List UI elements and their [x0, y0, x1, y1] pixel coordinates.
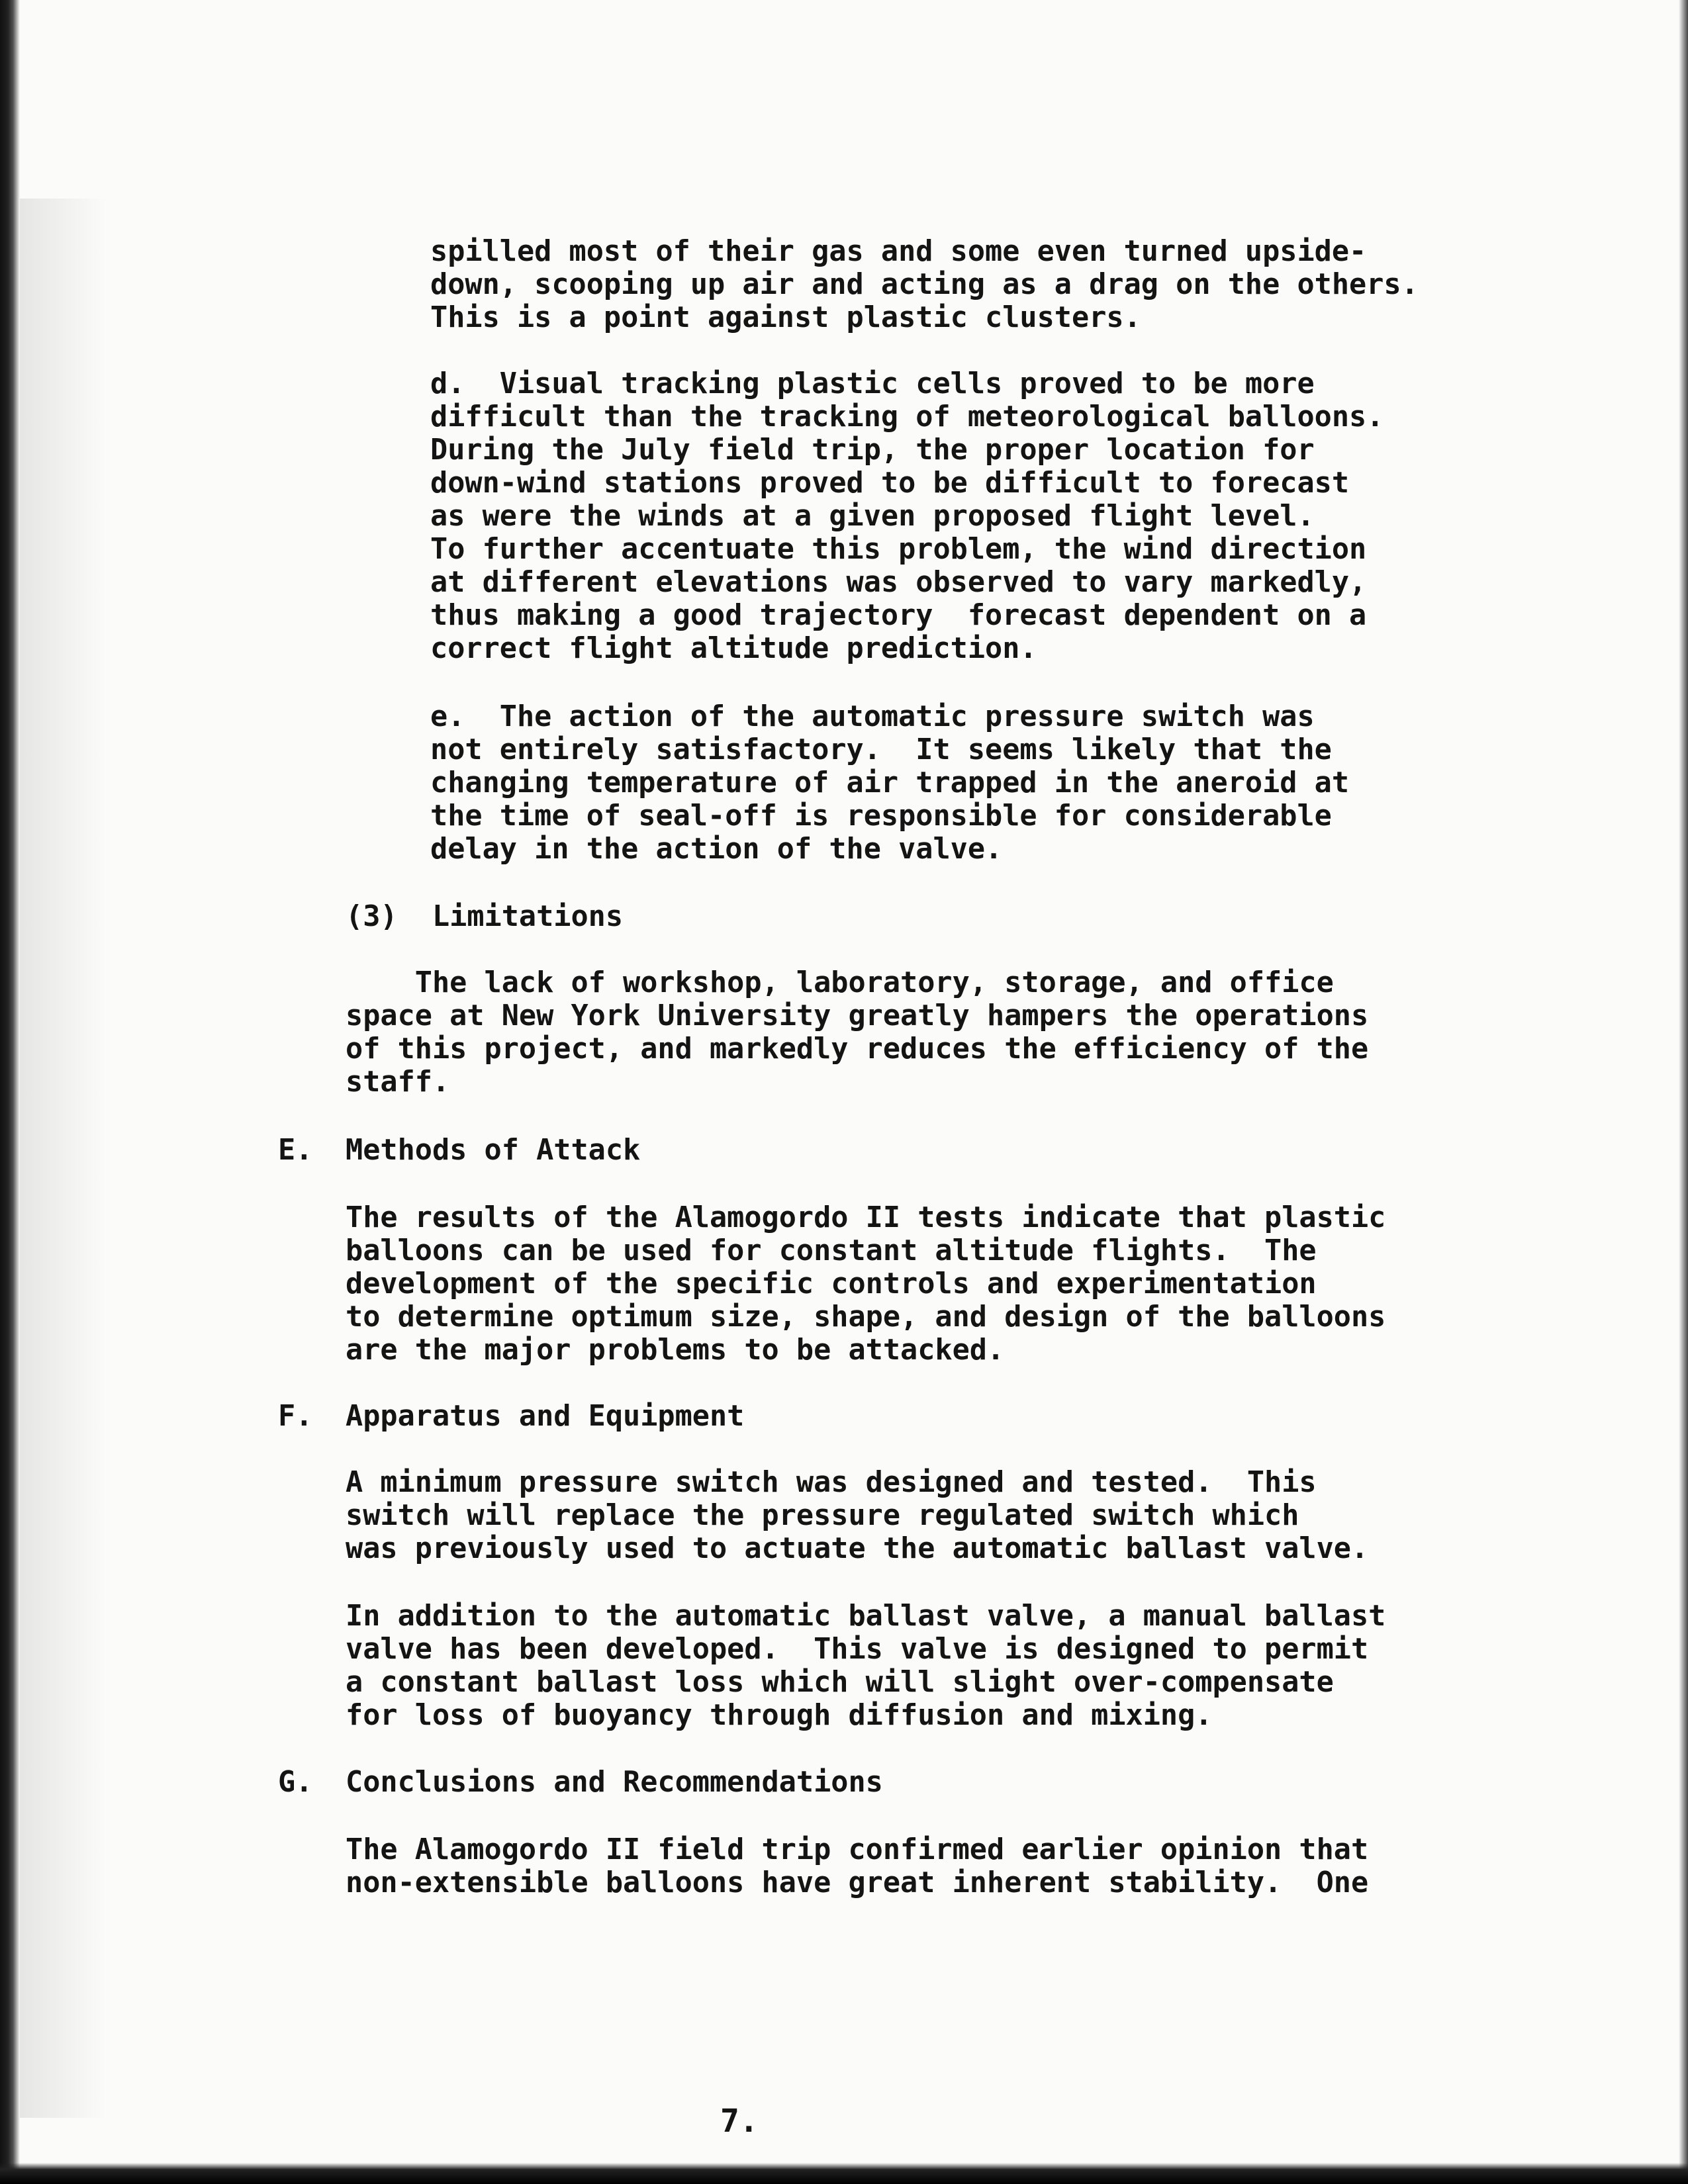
section-letter: F. — [278, 1400, 313, 1433]
text-line: difficult than the tracking of meteorological balloons. — [430, 400, 1384, 433]
text-line: down, scooping up air and acting as a drag on the others. — [430, 268, 1419, 301]
section-letter: G. — [278, 1766, 313, 1799]
text-line: The lack of workshop, laboratory, storage, and office — [346, 966, 1334, 999]
text-line: as were the winds at a given proposed flight level. — [430, 500, 1315, 533]
text-line: at different elevations was observed to vary markedly, — [430, 566, 1367, 599]
text-line: e. The action of the automatic pressure switch was — [430, 700, 1315, 733]
right-edge-shadow — [1679, 0, 1688, 2184]
text-line: The results of the Alamogordo II tests indicate that plastic — [346, 1201, 1386, 1234]
text-line: staff. — [346, 1066, 450, 1099]
text-line: spilled most of their gas and some even turned upside- — [430, 235, 1367, 268]
section-heading: Apparatus and Equipment — [346, 1400, 745, 1433]
section-heading: Methods of Attack — [346, 1134, 641, 1167]
binding-edge-shadow — [0, 0, 20, 2184]
scan-smudge — [20, 199, 106, 2118]
text-line: space at New York University greatly hampers the operations — [346, 999, 1369, 1032]
section-letter: E. — [278, 1134, 313, 1167]
text-line: are the major problems to be attacked. — [346, 1334, 1005, 1367]
bottom-edge-shadow — [0, 2163, 1688, 2184]
text-line: the time of seal-off is responsible for considerable — [430, 799, 1332, 833]
text-line: To further accentuate this problem, the wind direction — [430, 533, 1367, 566]
text-line: During the July field trip, the proper location for — [430, 433, 1315, 467]
text-line: a constant ballast loss which will slight over-compensate — [346, 1666, 1334, 1699]
text-line: A minimum pressure switch was designed and tested. This — [346, 1466, 1317, 1499]
text-line: balloons can be used for constant altitude flights. The — [346, 1234, 1317, 1267]
text-line: The Alamogordo II field trip confirmed earlier opinion that — [346, 1833, 1369, 1866]
text-line: delay in the action of the valve. — [430, 833, 1003, 866]
text-line: of this project, and markedly reduces the efficiency of the — [346, 1032, 1369, 1066]
text-line: for loss of buoyancy through diffusion and mixing. — [346, 1699, 1213, 1732]
text-line: non-extensible balloons have great inherent stability. One — [346, 1866, 1369, 1899]
text-line: to determine optimum size, shape, and design of the balloons — [346, 1300, 1386, 1334]
text-line: valve has been developed. This valve is designed to permit — [346, 1633, 1369, 1666]
text-line: d. Visual tracking plastic cells proved to be more — [430, 367, 1315, 400]
text-line: correct flight altitude prediction. — [430, 632, 1037, 665]
section-heading: Conclusions and Recommendations — [346, 1766, 883, 1799]
text-line: down-wind stations proved to be difficult to forecast — [430, 467, 1350, 500]
text-line: In addition to the automatic ballast valve, a manual ballast — [346, 1600, 1386, 1633]
text-line: switch will replace the pressure regulated switch which — [346, 1499, 1299, 1532]
text-line: was previously used to actuate the automatic ballast valve. — [346, 1532, 1369, 1565]
page-number: 7. — [720, 2103, 759, 2140]
text-line: This is a point against plastic clusters. — [430, 301, 1141, 334]
section-heading: (3) Limitations — [346, 900, 624, 933]
text-line: development of the specific controls and experimentation — [346, 1267, 1317, 1300]
text-line: thus making a good trajectory forecast dependent on a — [430, 599, 1367, 632]
text-line: not entirely satisfactory. It seems likely that the — [430, 733, 1332, 766]
text-line: changing temperature of air trapped in the aneroid at — [430, 766, 1350, 799]
